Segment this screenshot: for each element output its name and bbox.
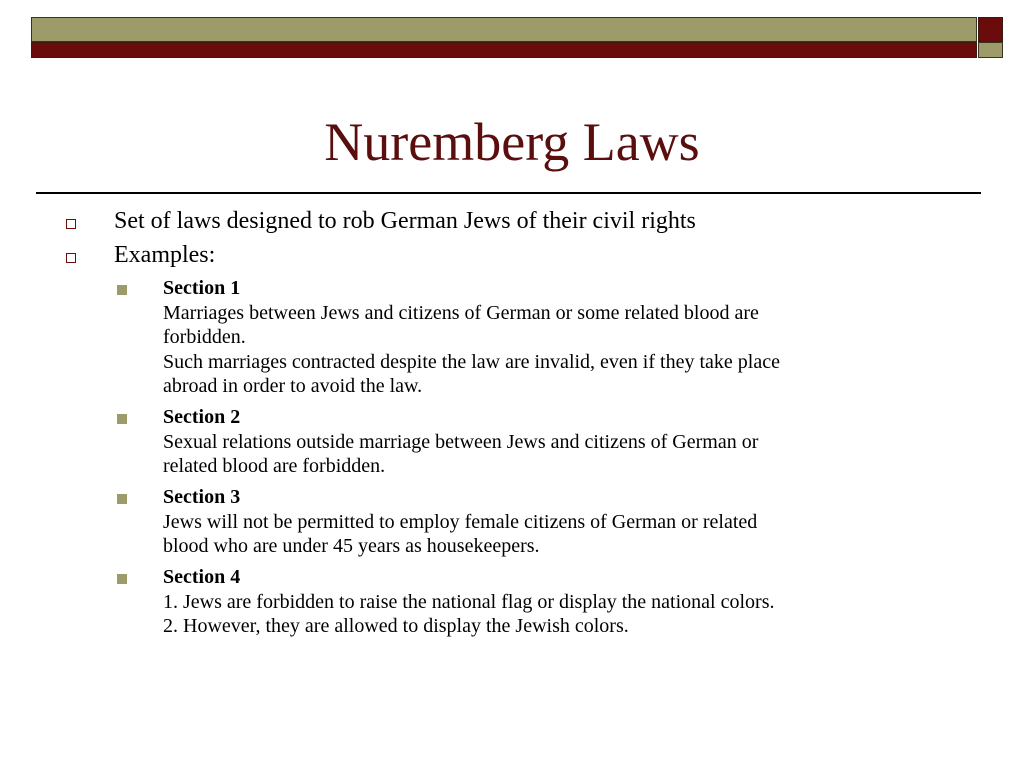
slide-title: Nuremberg Laws [324, 112, 700, 172]
section-item [163, 405, 963, 479]
header-band-olive [31, 17, 977, 42]
section-line: Sexual relations outside marriage between Jews and citizens of German or [163, 430, 759, 453]
filled-square-bullet-icon [117, 494, 127, 504]
header-square-olive [978, 42, 1003, 58]
section-heading: Section 4 [163, 566, 241, 588]
hollow-square-bullet-icon [66, 253, 76, 263]
section-line: Marriages between Jews and citizens of German or some related blood are [163, 301, 759, 324]
header-square-maroon [978, 17, 1003, 42]
section-item [163, 485, 963, 559]
section-line: Jews will not be permitted to employ female citizens of German or related [163, 510, 758, 533]
filled-square-bullet-icon [117, 574, 127, 584]
section-line: Such marriages contracted despite the law are invalid, even if they take place [163, 350, 780, 373]
section-line: 2. However, they are allowed to display the Jewish colors. [163, 615, 629, 637]
section-line: abroad in order to avoid the law. [163, 375, 423, 397]
bullet-item: Set of laws designed to rob German Jews of their civil rights [114, 208, 696, 234]
section-heading: Section 3 [163, 486, 241, 508]
section-line: related blood are forbidden. [163, 455, 386, 477]
section-heading: Section 2 [163, 406, 241, 428]
section-line: blood who are under 45 years as housekeepers. [163, 535, 540, 557]
section-item [163, 276, 963, 399]
section-item [163, 565, 963, 639]
header-band-maroon [31, 42, 977, 58]
section-line: forbidden. [163, 326, 246, 348]
title-divider [36, 192, 981, 194]
section-line: 1. Jews are forbidden to raise the national flag or display the national colors. [163, 590, 775, 613]
section-heading: Section 1 [163, 277, 241, 299]
bullet-item: Examples: [114, 242, 216, 268]
filled-square-bullet-icon [117, 285, 127, 295]
hollow-square-bullet-icon [66, 219, 76, 229]
filled-square-bullet-icon [117, 414, 127, 424]
